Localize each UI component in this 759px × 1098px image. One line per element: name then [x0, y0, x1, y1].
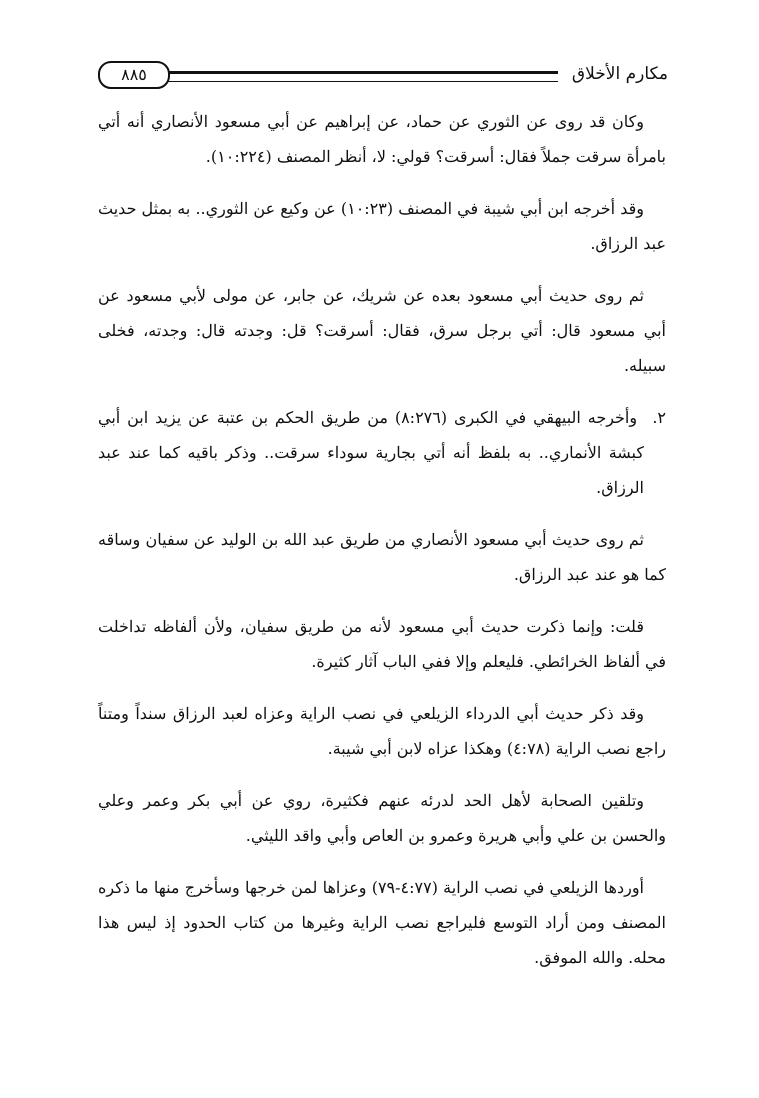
paragraph-2 — [98, 191, 666, 261]
paragraph-number: ٢. — [652, 408, 666, 427]
paragraph-text: ثم روى حديث أبي مسعود بعده عن شريك، عن جابر، عن مولى لأبي مسعود عن أبي مسعود قال: أتي برجل سرق، فقال: أسرقت؟ قل: وجدته قال: وجدته، فخلى سبيله. — [98, 286, 666, 375]
paragraph-7 — [98, 696, 666, 766]
page-body — [98, 104, 666, 992]
paragraph-text: وأخرجه البيهقي في الكبرى (٨:٢٧٦) من طريق الحكم بن عتبة عن يزيد ابن أبي كبشة الأنماري.. به بلفظ أنه أتي بجارية سوداء سرقت.. وذكر باقيه كما عند عبد الرزاق. — [98, 408, 645, 497]
header-double-rule — [168, 71, 558, 82]
paragraph-text: وكان قد روى عن الثوري عن حماد، عن إبراهيم عن أبي مسعود الأنصاري أنه أتي بامرأة سرقت جملاً فقال: أسرقت؟ قولي: لا، أنظر المصنف (١٠:٢٢٤). — [98, 112, 666, 166]
paragraph-text: وتلقين الصحابة لأهل الحد لدرئه عنهم فكثيرة، روي عن أبي بكر وعمر وعلي والحسن بن علي وأبي هريرة وعمرو بن العاص وأبي واقد الليثي. — [98, 791, 666, 845]
paragraph-text: أوردها الزيلعي في نصب الراية (٤:٧٧-٧٩) وعزاها لمن خرجها وسأخرج منها ما ذكره المصنف ومن أراد التوسع فليراجع نصب الراية وغيرها من كتاب الحدود إذ ليس هذا محله. والله الموفق. — [98, 878, 667, 967]
paragraph-text: وقد ذكر حديث أبي الدرداء الزيلعي في نصب الراية وعزاه لعبد الرزاق سنداً ومتناً راجع نصب الراية (٤:٧٨) وهكذا عزاه لابن أبي شيبة. — [98, 704, 666, 758]
paragraph-text: وقد أخرجه ابن أبي شيبة في المصنف (١٠:٢٣) عن وكيع عن الثوري.. به بمثل حديث عبد الرزاق. — [98, 199, 666, 253]
paragraph-5 — [98, 522, 666, 592]
paragraph-6 — [98, 609, 666, 679]
paragraph-3 — [98, 278, 666, 383]
paragraph-text: ثم روى حديث أبي مسعود الأنصاري من طريق عبد الله بن الوليد عن سفيان وساقه كما هو عند عبد الرزاق. — [98, 530, 666, 584]
page-number: ٨٨٥ — [98, 61, 170, 89]
book-title: مكارم الأخلاق — [566, 62, 668, 86]
running-header — [98, 60, 668, 90]
paragraph-text: قلت: وإنما ذكرت حديث أبي مسعود لأنه من طريق سفيان، ولأن ألفاظه تداخلت في ألفاظ الخرائطي. فليعلم وإلا ففي الباب آثار كثيرة. — [98, 617, 666, 671]
paragraph-4 — [98, 400, 666, 505]
paragraph-1 — [98, 104, 666, 174]
paragraph-8 — [98, 783, 666, 853]
paragraph-9 — [98, 870, 666, 975]
